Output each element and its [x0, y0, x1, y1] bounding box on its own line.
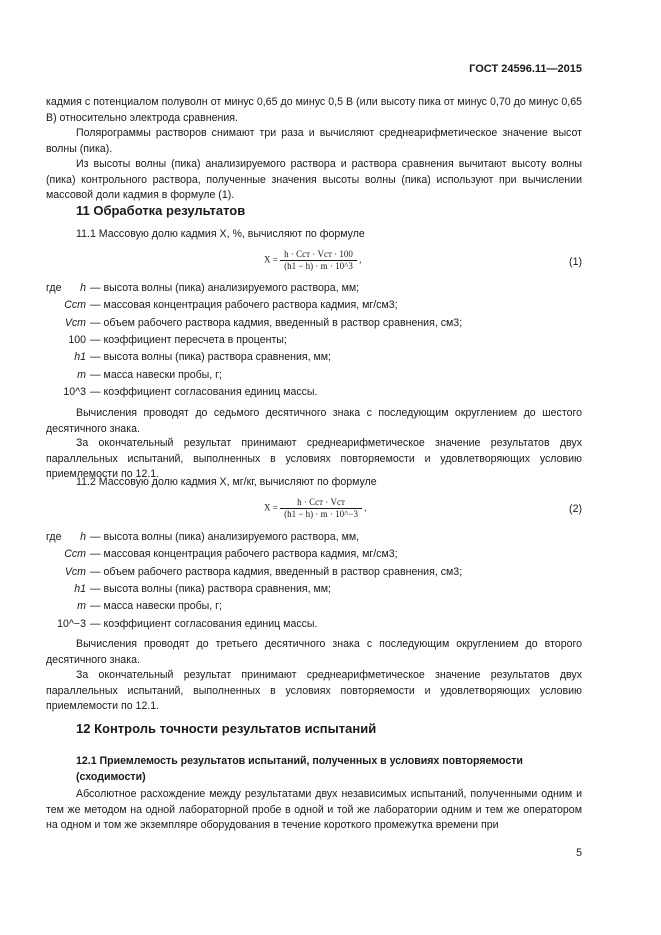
definition-symbol: 10^−3	[57, 617, 86, 630]
final-result-2: За окончательный результат принимают среднеарифметическое значение результатов двух параллельных испытаний, выполненных в условиях повторяемости и удовлетворяющих условию приемлемости по 12.1.	[46, 669, 582, 713]
section-12-heading: 12 Контроль точности результатов испытаний	[76, 721, 377, 736]
definition-text: — высота волны (пика) раствора сравнения, мм;	[90, 351, 332, 364]
definition-symbol: 10^3	[63, 385, 86, 398]
section-11-heading: 11 Обработка результатов	[76, 203, 246, 218]
definition-text: — масса навески пробы, г;	[90, 368, 222, 381]
definition-text: — масса навески пробы, г;	[90, 600, 222, 613]
page-number: 5	[576, 847, 582, 859]
definition-symbol: h1	[74, 582, 86, 595]
definition-symbol: Vст	[64, 565, 86, 578]
formula-2	[264, 497, 366, 520]
definition-text: — коэффициент согласования единиц массы.	[90, 617, 318, 630]
definition-text: — высота волны (пика) раствора сравнения, мм;	[90, 582, 332, 595]
final-result-1: За окончательный результат принимают среднеарифметическое значение результатов двух параллельных испытаний, выполненных в условиях повторяемости и удовлетворяющих условию приемлемости по 12.1.	[46, 437, 582, 481]
definition-text: — коэффициент согласования единиц массы.	[90, 385, 318, 398]
subsection-12-1-heading: 12.1 Приемлемость результатов испытаний, полученных в условиях повторяемости (сходимости)	[76, 755, 523, 783]
definition-symbol: h1	[74, 351, 86, 364]
definition-symbol: Cст	[64, 548, 86, 561]
definition-symbol: h	[80, 282, 86, 294]
formula-2-tail: ,	[364, 502, 367, 513]
intro-paragraph-3: Из высоты волны (пика) анализируемого раствора и раствора сравнения вычитают высоту волны (пика) контрольного раствора, полученные значения высоты волны (пика) используют при вычислении массовой доли кадмия в формуле (1).	[46, 158, 582, 202]
formula-2-lhs: X =	[264, 502, 278, 513]
subsection-11-2-intro: 11.2 Массовую долю кадмия X, мг/кг, вычисляют по формуле	[76, 476, 377, 488]
formula-1-lhs: X =	[264, 254, 278, 265]
formula-1-tail: ,	[359, 254, 362, 265]
formula-1-denominator: (h1 − h) · m · 10^3	[280, 260, 357, 272]
formula-1	[264, 249, 361, 272]
definition-text: — массовая концентрация рабочего раствора кадмия, мг/см3;	[90, 548, 398, 561]
definition-text: — объем рабочего раствора кадмия, введенный в раствор сравнения, см3;	[90, 565, 463, 578]
section-12-paragraph: Абсолютное расхождение между результатами двух независимых испытаний, полученными одним и тем же методом на одной лабораторной пробе в одной и той же лаборатории одним и тем же оператором на одном и том же экземпляре оборудования в течение короткого промежутка времени при	[46, 788, 582, 832]
definition-text: — массовая концентрация рабочего раствора кадмия, мг/см3;	[90, 299, 398, 312]
where-label-1: где	[46, 282, 62, 294]
subsection-11-1-intro: 11.1 Массовую долю кадмия X, %, вычисляют по формуле	[76, 228, 365, 240]
definition-text: — коэффициент пересчета в проценты;	[90, 333, 287, 346]
calculation-note-1: Вычисления проводят до седьмого десятичного знака с последующим округлением до шестого десятичного знака.	[46, 407, 582, 435]
definition-symbol: m	[77, 600, 86, 613]
formula-2-denominator: (h1 − h) · m · 10^−3	[280, 508, 362, 520]
definition-symbol: Cст	[64, 299, 86, 312]
intro-paragraph-1: кадмия с потенциалом полуволн от минус 0,65 до минус 0,5 В (или высоту пика от минус 0,70 до минус 0,65 В) относительно электрода сравнения.	[46, 96, 582, 124]
definition-symbol: m	[77, 368, 86, 381]
definition-symbol: 100	[68, 333, 86, 346]
formula-1-number: (1)	[569, 256, 582, 268]
formula-1-numerator: h · Cст · Vст · 100	[284, 249, 353, 259]
definition-text: — высота волны (пика) анализируемого раствора, мм;	[90, 282, 360, 294]
definition-symbol: h	[80, 531, 86, 543]
formula-2-numerator: h · Cст · Vст	[297, 497, 345, 507]
intro-paragraph-2: Полярограммы растворов снимают три раза и вычисляют среднеарифметическое значение высот волны (пика).	[46, 127, 582, 155]
definition-text: — объем рабочего раствора кадмия, введенный в раствор сравнения, см3;	[90, 316, 463, 329]
calculation-note-2: Вычисления проводят до третьего десятичного знака с последующим округлением до второго десятичного знака.	[46, 638, 582, 666]
formula-2-number: (2)	[569, 503, 582, 515]
where-label-2: где	[46, 531, 62, 543]
standard-header: ГОСТ 24596.11—2015	[469, 63, 582, 75]
definition-text: — высота волны (пика) анализируемого раствора, мм,	[90, 531, 360, 543]
definition-symbol: Vст	[64, 316, 86, 329]
